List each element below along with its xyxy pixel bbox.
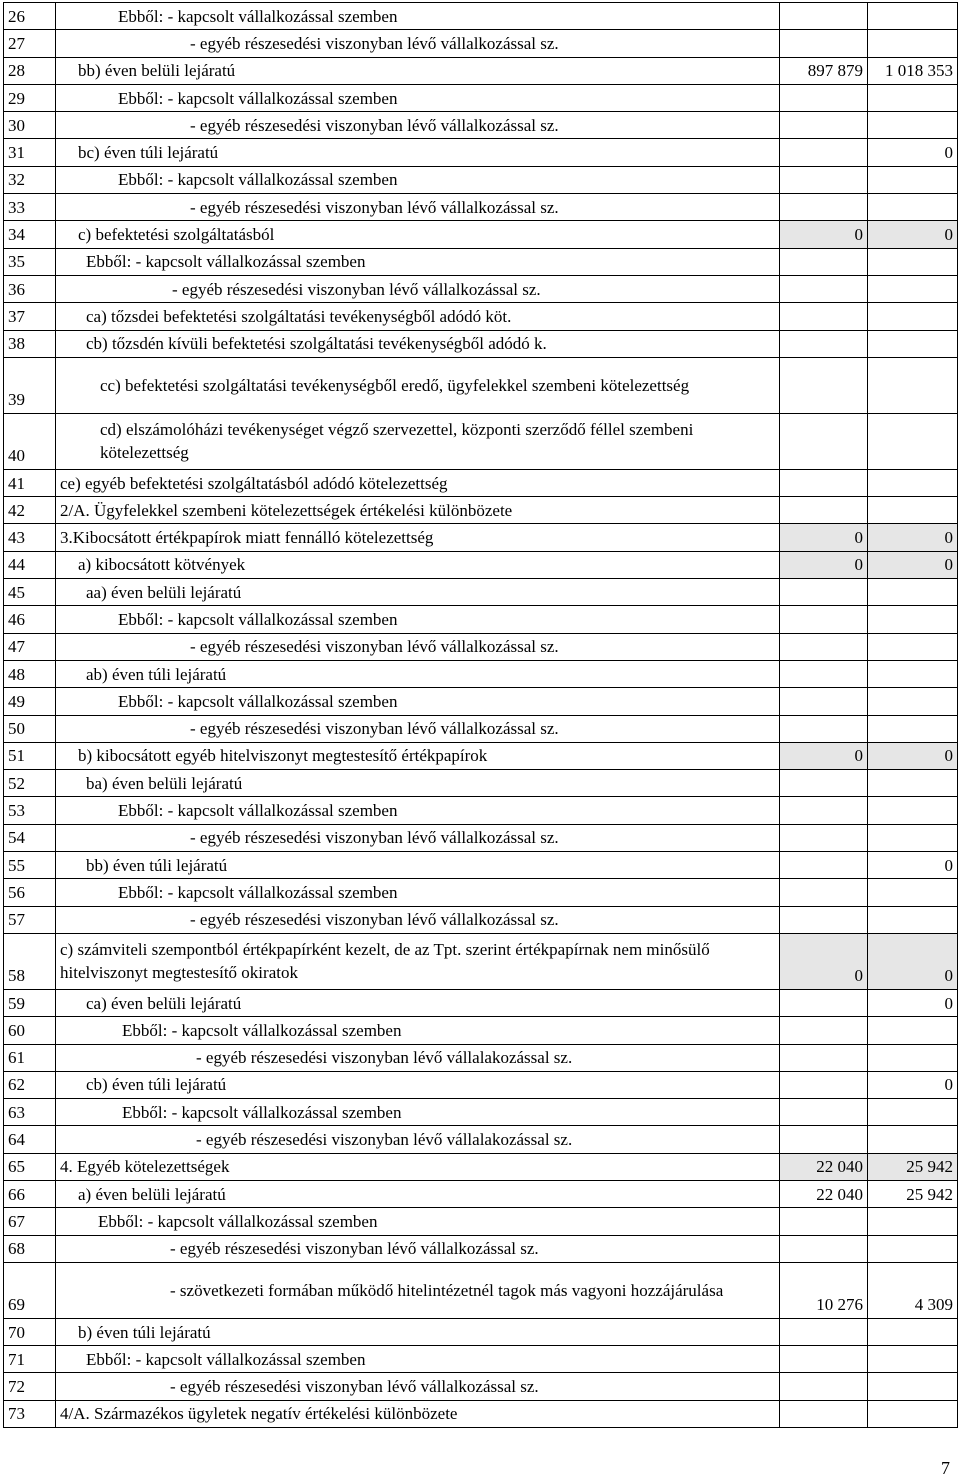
table-row	[4, 248, 958, 275]
row-number: 44	[4, 551, 56, 578]
table-row	[4, 166, 958, 193]
previous-year-value	[780, 1071, 868, 1098]
balance-sheet-table	[3, 2, 958, 1428]
row-label: ba) éven belüli lejáratú	[56, 770, 780, 797]
table-row	[4, 715, 958, 742]
table-row	[4, 30, 958, 57]
row-number: 50	[4, 715, 56, 742]
current-year-value: 25 942	[868, 1153, 958, 1180]
table-row	[4, 1017, 958, 1044]
current-year-value	[868, 1099, 958, 1126]
row-label: 4. Egyéb kötelezettségek	[56, 1153, 780, 1180]
table-row	[4, 1153, 958, 1180]
row-label: a) éven belüli lejáratú	[56, 1180, 780, 1207]
table-row	[4, 57, 958, 84]
current-year-value	[868, 112, 958, 139]
previous-year-value: 10 276	[780, 1262, 868, 1318]
row-label: 4/A. Származékos ügyletek negatív értékelési különbözete	[56, 1400, 780, 1427]
current-year-value	[868, 1235, 958, 1262]
previous-year-value	[780, 3, 868, 30]
previous-year-value	[780, 770, 868, 797]
row-label: - egyéb részesedési viszonyban lévő vállalakozással sz.	[56, 1126, 780, 1153]
current-year-value: 0	[868, 1071, 958, 1098]
table-row	[4, 660, 958, 687]
previous-year-value	[780, 688, 868, 715]
previous-year-value: 0	[780, 221, 868, 248]
current-year-value	[868, 688, 958, 715]
previous-year-value: 0	[780, 742, 868, 769]
previous-year-value	[780, 824, 868, 851]
table-row	[4, 688, 958, 715]
table-row	[4, 469, 958, 496]
current-year-value	[868, 579, 958, 606]
current-year-value: 1 018 353	[868, 57, 958, 84]
previous-year-value: 22 040	[780, 1153, 868, 1180]
current-year-value	[868, 30, 958, 57]
row-label: b) kibocsátott egyéb hitelviszonyt megtestesítő értékpapírok	[56, 742, 780, 769]
row-label: ce) egyéb befektetési szolgáltatásból adódó kötelezettség	[56, 469, 780, 496]
row-label: c) számviteli szempontból értékpapírként kezelt, de az Tpt. szerint értékpapírnak nem minősülő hitelviszonyt megtestesítő okiratok	[56, 933, 780, 989]
row-number: 62	[4, 1071, 56, 1098]
table-row	[4, 1071, 958, 1098]
row-label: a) kibocsátott kötvények	[56, 551, 780, 578]
previous-year-value: 0	[780, 933, 868, 989]
current-year-value	[868, 1044, 958, 1071]
table-row	[4, 1262, 958, 1318]
row-number: 40	[4, 413, 56, 469]
current-year-value	[868, 879, 958, 906]
table-row	[4, 330, 958, 357]
previous-year-value	[780, 989, 868, 1016]
previous-year-value	[780, 906, 868, 933]
current-year-value: 0	[868, 524, 958, 551]
previous-year-value	[780, 1126, 868, 1153]
previous-year-value: 0	[780, 524, 868, 551]
page-number: 7	[941, 1458, 950, 1478]
row-label: 3.Kibocsátott értékpapírok miatt fennálló kötelezettség	[56, 524, 780, 551]
previous-year-value	[780, 275, 868, 302]
previous-year-value	[780, 1017, 868, 1044]
table-row	[4, 1044, 958, 1071]
table-row	[4, 1235, 958, 1262]
row-label: - egyéb részesedési viszonyban lévő vállalkozással sz.	[56, 1373, 780, 1400]
current-year-value	[868, 330, 958, 357]
previous-year-value	[780, 166, 868, 193]
row-number: 52	[4, 770, 56, 797]
row-number: 68	[4, 1235, 56, 1262]
table-row	[4, 1373, 958, 1400]
previous-year-value: 897 879	[780, 57, 868, 84]
table-row	[4, 742, 958, 769]
previous-year-value	[780, 1044, 868, 1071]
current-year-value: 0	[868, 551, 958, 578]
row-label: - egyéb részesedési viszonyban lévő vállalkozással sz.	[56, 194, 780, 221]
row-number: 57	[4, 906, 56, 933]
table-row	[4, 275, 958, 302]
row-label: Ebből: - kapcsolt vállalkozással szemben	[56, 3, 780, 30]
current-year-value	[868, 1373, 958, 1400]
current-year-value	[868, 1126, 958, 1153]
previous-year-value	[780, 715, 868, 742]
previous-year-value	[780, 1318, 868, 1345]
row-label: ab) éven túli lejáratú	[56, 660, 780, 687]
table-row	[4, 221, 958, 248]
row-number: 43	[4, 524, 56, 551]
row-label: ca) éven belüli lejáratú	[56, 989, 780, 1016]
row-label: cc) befektetési szolgáltatási tevékenységből eredő, ügyfelekkel szembeni kötelezettség	[56, 357, 780, 413]
table-row	[4, 1180, 958, 1207]
row-number: 46	[4, 606, 56, 633]
previous-year-value	[780, 303, 868, 330]
previous-year-value	[780, 194, 868, 221]
row-label: - egyéb részesedési viszonyban lévő vállalkozással sz.	[56, 824, 780, 851]
row-number: 59	[4, 989, 56, 1016]
row-label: Ebből: - kapcsolt vállalkozással szemben	[56, 606, 780, 633]
current-year-value	[868, 1318, 958, 1345]
row-label: bb) éven belüli lejáratú	[56, 57, 780, 84]
row-label: bc) éven túli lejáratú	[56, 139, 780, 166]
row-number: 73	[4, 1400, 56, 1427]
row-label: cb) éven túli lejáratú	[56, 1071, 780, 1098]
row-number: 38	[4, 330, 56, 357]
row-number: 29	[4, 84, 56, 111]
current-year-value	[868, 633, 958, 660]
row-number: 37	[4, 303, 56, 330]
row-label: - egyéb részesedési viszonyban lévő vállalkozással sz.	[56, 30, 780, 57]
row-label: Ebből: - kapcsolt vállalkozással szemben	[56, 166, 780, 193]
row-number: 47	[4, 633, 56, 660]
row-number: 60	[4, 1017, 56, 1044]
row-label: - egyéb részesedési viszonyban lévő vállalkozással sz.	[56, 275, 780, 302]
row-number: 48	[4, 660, 56, 687]
current-year-value	[868, 770, 958, 797]
previous-year-value	[780, 1208, 868, 1235]
current-year-value	[868, 1400, 958, 1427]
current-year-value	[868, 797, 958, 824]
table-row	[4, 84, 958, 111]
current-year-value: 0	[868, 139, 958, 166]
table-row	[4, 852, 958, 879]
previous-year-value	[780, 606, 868, 633]
table-row	[4, 1346, 958, 1373]
previous-year-value	[780, 30, 868, 57]
row-label: Ebből: - kapcsolt vállalkozással szemben	[56, 1208, 780, 1235]
table-row	[4, 551, 958, 578]
row-number: 61	[4, 1044, 56, 1071]
row-number: 27	[4, 30, 56, 57]
current-year-value: 0	[868, 989, 958, 1016]
row-number: 58	[4, 933, 56, 989]
row-number: 72	[4, 1373, 56, 1400]
current-year-value	[868, 497, 958, 524]
table-row	[4, 303, 958, 330]
row-label: b) éven túli lejáratú	[56, 1318, 780, 1345]
row-number: 67	[4, 1208, 56, 1235]
table-row	[4, 357, 958, 413]
row-label: bb) éven túli lejáratú	[56, 852, 780, 879]
row-number: 66	[4, 1180, 56, 1207]
table-row	[4, 1208, 958, 1235]
table-row	[4, 579, 958, 606]
row-number: 35	[4, 248, 56, 275]
previous-year-value	[780, 579, 868, 606]
previous-year-value	[780, 84, 868, 111]
current-year-value	[868, 357, 958, 413]
row-label: - egyéb részesedési viszonyban lévő vállalkozással sz.	[56, 1235, 780, 1262]
current-year-value: 0	[868, 742, 958, 769]
row-number: 36	[4, 275, 56, 302]
current-year-value	[868, 84, 958, 111]
current-year-value	[868, 906, 958, 933]
row-number: 51	[4, 742, 56, 769]
table-row	[4, 906, 958, 933]
row-number: 39	[4, 357, 56, 413]
previous-year-value	[780, 469, 868, 496]
current-year-value	[868, 166, 958, 193]
table-row	[4, 824, 958, 851]
current-year-value	[868, 824, 958, 851]
row-label: Ebből: - kapcsolt vállalkozással szemben	[56, 688, 780, 715]
row-label: c) befektetési szolgáltatásból	[56, 221, 780, 248]
table-row	[4, 633, 958, 660]
row-number: 56	[4, 879, 56, 906]
row-number: 34	[4, 221, 56, 248]
table-row	[4, 524, 958, 551]
row-label: - szövetkezeti formában működő hitelintézetnél tagok más vagyoni hozzájárulása	[56, 1262, 780, 1318]
row-label: Ebből: - kapcsolt vállalkozással szemben	[56, 797, 780, 824]
current-year-value: 25 942	[868, 1180, 958, 1207]
table-row	[4, 770, 958, 797]
row-label: Ebből: - kapcsolt vállalkozással szemben	[56, 248, 780, 275]
row-label: Ebből: - kapcsolt vállalkozással szemben	[56, 879, 780, 906]
table-row	[4, 797, 958, 824]
previous-year-value	[780, 330, 868, 357]
row-label: - egyéb részesedési viszonyban lévő vállalkozással sz.	[56, 715, 780, 742]
current-year-value	[868, 413, 958, 469]
row-label: Ebből: - kapcsolt vállalkozással szemben	[56, 1346, 780, 1373]
table-row	[4, 933, 958, 989]
current-year-value	[868, 3, 958, 30]
previous-year-value	[780, 1099, 868, 1126]
table-body	[4, 3, 958, 1428]
previous-year-value	[780, 497, 868, 524]
previous-year-value	[780, 852, 868, 879]
row-number: 54	[4, 824, 56, 851]
table-row	[4, 1099, 958, 1126]
table-row	[4, 989, 958, 1016]
table-row	[4, 194, 958, 221]
row-number: 42	[4, 497, 56, 524]
current-year-value	[868, 275, 958, 302]
row-number: 33	[4, 194, 56, 221]
table-row	[4, 1126, 958, 1153]
previous-year-value	[780, 139, 868, 166]
current-year-value	[868, 715, 958, 742]
previous-year-value	[780, 357, 868, 413]
row-number: 31	[4, 139, 56, 166]
row-number: 64	[4, 1126, 56, 1153]
table-row	[4, 3, 958, 30]
current-year-value	[868, 1346, 958, 1373]
current-year-value: 0	[868, 933, 958, 989]
row-number: 53	[4, 797, 56, 824]
row-label: Ebből: - kapcsolt vállalkozással szemben	[56, 84, 780, 111]
row-label: cd) elszámolóházi tevékenységet végző szervezettel, központi szerződő féllel szembeni kötelezettség	[56, 413, 780, 469]
row-number: 69	[4, 1262, 56, 1318]
table-row	[4, 413, 958, 469]
row-number: 41	[4, 469, 56, 496]
current-year-value	[868, 1208, 958, 1235]
row-number: 55	[4, 852, 56, 879]
previous-year-value	[780, 1400, 868, 1427]
previous-year-value: 0	[780, 551, 868, 578]
table-row	[4, 606, 958, 633]
current-year-value	[868, 194, 958, 221]
previous-year-value	[780, 1373, 868, 1400]
row-label: - egyéb részesedési viszonyban lévő vállalakozással sz.	[56, 1044, 780, 1071]
row-number: 71	[4, 1346, 56, 1373]
table-row	[4, 1400, 958, 1427]
row-number: 63	[4, 1099, 56, 1126]
current-year-value	[868, 606, 958, 633]
previous-year-value	[780, 112, 868, 139]
row-number: 32	[4, 166, 56, 193]
row-number: 65	[4, 1153, 56, 1180]
row-label: cb) tőzsdén kívüli befektetési szolgáltatási tevékenységből adódó k.	[56, 330, 780, 357]
current-year-value: 4 309	[868, 1262, 958, 1318]
current-year-value	[868, 469, 958, 496]
table-row	[4, 497, 958, 524]
table-row	[4, 879, 958, 906]
current-year-value	[868, 303, 958, 330]
row-label: - egyéb részesedési viszonyban lévő vállalkozással sz.	[56, 112, 780, 139]
previous-year-value: 22 040	[780, 1180, 868, 1207]
row-number: 30	[4, 112, 56, 139]
current-year-value	[868, 660, 958, 687]
current-year-value	[868, 1017, 958, 1044]
row-number: 70	[4, 1318, 56, 1345]
row-label: - egyéb részesedési viszonyban lévő vállalkozással sz.	[56, 633, 780, 660]
previous-year-value	[780, 797, 868, 824]
table-row	[4, 139, 958, 166]
previous-year-value	[780, 879, 868, 906]
current-year-value	[868, 248, 958, 275]
previous-year-value	[780, 1346, 868, 1373]
row-number: 26	[4, 3, 56, 30]
row-label: ca) tőzsdei befektetési szolgáltatási tevékenységből adódó köt.	[56, 303, 780, 330]
table-row	[4, 1318, 958, 1345]
row-label: 2/A. Ügyfelekkel szembeni kötelezettségek értékelési különbözete	[56, 497, 780, 524]
row-label: Ebből: - kapcsolt vállalkozással szemben	[56, 1017, 780, 1044]
current-year-value: 0	[868, 221, 958, 248]
previous-year-value	[780, 413, 868, 469]
row-label: Ebből: - kapcsolt vállalkozással szemben	[56, 1099, 780, 1126]
table-row	[4, 112, 958, 139]
previous-year-value	[780, 248, 868, 275]
previous-year-value	[780, 660, 868, 687]
row-label: - egyéb részesedési viszonyban lévő vállalkozással sz.	[56, 906, 780, 933]
previous-year-value	[780, 1235, 868, 1262]
row-label: aa) éven belüli lejáratú	[56, 579, 780, 606]
previous-year-value	[780, 633, 868, 660]
row-number: 45	[4, 579, 56, 606]
current-year-value: 0	[868, 852, 958, 879]
row-number: 49	[4, 688, 56, 715]
row-number: 28	[4, 57, 56, 84]
